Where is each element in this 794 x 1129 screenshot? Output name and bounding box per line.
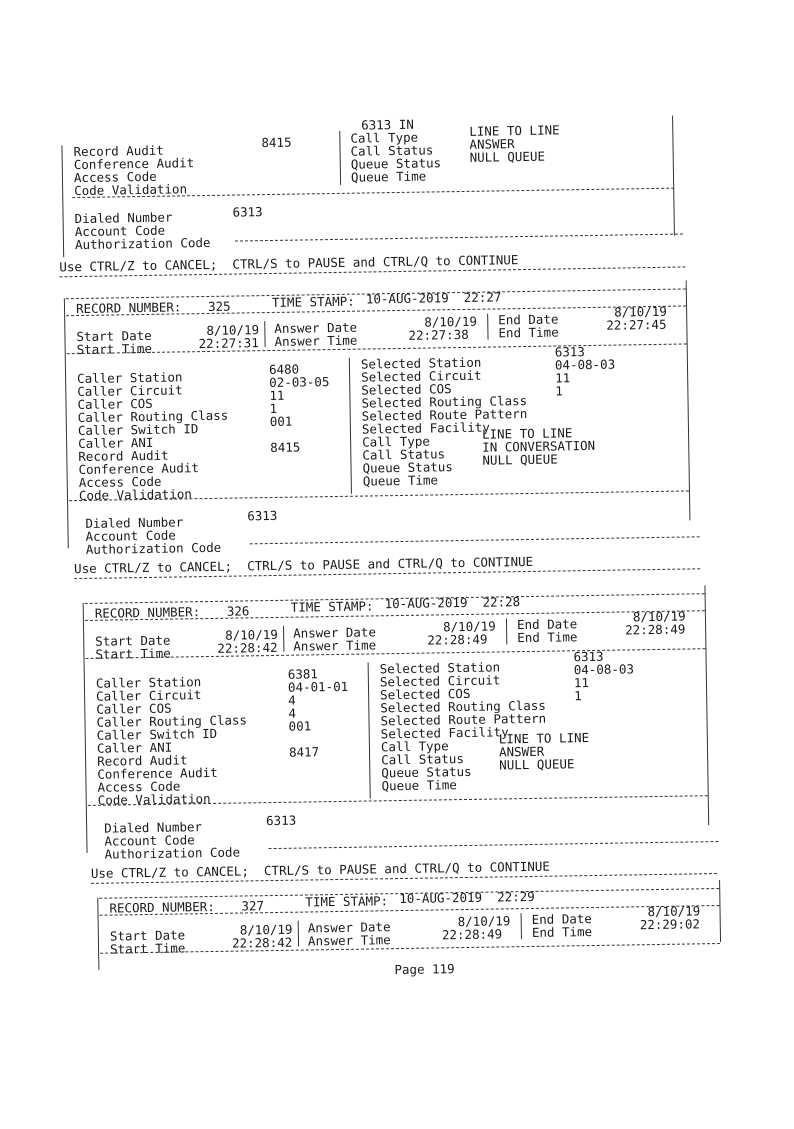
- time-stamp-label: TIME STAMP:: [271, 293, 355, 310]
- selected-routing-class-label: Selected Routing Class: [361, 392, 528, 411]
- dialed-number-label: Dialed Number: [85, 514, 184, 531]
- call-type-label: Call Type: [362, 433, 430, 450]
- caller-cos-value: 4: [288, 692, 296, 708]
- caller-station-value: 6480: [268, 361, 300, 378]
- record-audit-value: 8415: [270, 439, 301, 456]
- start-time-label: Start Time: [95, 645, 171, 662]
- control-prompt: Use CTRL/Z to CANCEL; CTRL/S to PAUSE and CTRL/Q to CONTINUE: [73, 553, 534, 577]
- selected-cos-label: Selected COS: [361, 381, 452, 398]
- call-record: [5, 879, 794, 957]
- answer-date-label: Answer Date: [307, 919, 391, 936]
- column-divider: [264, 321, 265, 347]
- selected-route-pattern-label: Selected Route Pattern: [361, 405, 528, 424]
- dialed-number-value: 6313: [247, 507, 278, 524]
- separator-line: [250, 536, 700, 544]
- answer-date-value: 8/10/19: [442, 618, 496, 635]
- caller-cos-label: Caller COS: [96, 700, 172, 717]
- selected-route-pattern-label: Selected Route Pattern: [380, 710, 547, 729]
- column-divider: [521, 913, 522, 939]
- box-left-edge: [61, 145, 64, 257]
- start-time-label: Start Time: [76, 340, 153, 358]
- column-divider: [349, 358, 352, 494]
- answer-date-label: Answer Date: [293, 624, 377, 641]
- end-date-label: End Date: [531, 911, 592, 927]
- selected-cos-value: 11: [555, 370, 571, 386]
- caller-routing-class-value: 4: [288, 705, 297, 721]
- end-time-value: 22:28:49: [625, 621, 686, 638]
- extension-direction: 6313 IN: [361, 116, 414, 133]
- end-time-value: 22:29:02: [639, 916, 701, 933]
- call-record: [0, 279, 790, 577]
- time-stamp-value: 10-AUG-2019 22:27: [365, 289, 502, 307]
- queue-status-label: Queue Status: [381, 763, 472, 781]
- selected-circuit-value: 04-08-03: [554, 356, 616, 373]
- caller-ani-label: Caller ANI: [78, 434, 154, 452]
- authorization-code-label: Authorization Code: [85, 539, 222, 557]
- caller-switch-id-value: 001: [269, 413, 293, 430]
- selected-routing-class-value: 1: [574, 688, 582, 704]
- call-status-label: Call Status: [381, 751, 465, 768]
- start-time-label: Start Time: [109, 940, 186, 957]
- record-number-label: RECORD NUMBER:: [109, 898, 215, 916]
- record-audit-label: Record Audit: [78, 447, 169, 465]
- column-divider: [506, 618, 507, 644]
- answer-time-label: Answer Time: [293, 637, 377, 654]
- authorization-code-label: Authorization Code: [104, 844, 241, 862]
- call-status-value: ANSWER: [498, 743, 545, 760]
- account-code-label: Account Code: [74, 222, 166, 240]
- start-date-label: Start Date: [95, 632, 171, 649]
- queue-time-label: Queue Time: [381, 777, 457, 794]
- account-code-label: Account Code: [85, 527, 177, 544]
- selected-circuit-label: Selected Circuit: [379, 672, 501, 690]
- time-stamp-label: TIME STAMP:: [290, 598, 374, 615]
- call-status-label: Call Status: [362, 446, 446, 463]
- time-stamp-label: TIME STAMP:: [305, 893, 389, 910]
- call-type-label: Call Type: [380, 738, 449, 755]
- box-right-edge: [672, 116, 675, 236]
- queue-status-value: NULL QUEUE: [469, 148, 546, 165]
- start-date-label: Start Date: [76, 327, 152, 345]
- answer-date-label: Answer Date: [274, 319, 358, 336]
- record-audit-label: Record Audit: [73, 142, 164, 160]
- call-status-label: Call Status: [350, 142, 434, 159]
- caller-switch-id-value: 001: [288, 718, 312, 734]
- access-code-label: Access Code: [73, 168, 157, 186]
- caller-routing-class-label: Caller Routing Class: [96, 712, 248, 730]
- end-date-label: End Date: [516, 616, 578, 633]
- answer-date-value: 8/10/19: [457, 913, 511, 930]
- record-number-label: RECORD NUMBER:: [75, 299, 182, 317]
- selected-station-value: 6313: [573, 648, 604, 665]
- start-time-value: 22:28:42: [231, 934, 293, 951]
- column-divider: [368, 663, 371, 799]
- dialed-number-value: 6313: [265, 812, 297, 829]
- selected-routing-class-value: 1: [555, 383, 564, 399]
- conference-audit-label: Conference Audit: [97, 764, 218, 782]
- record-fragment-324: [0, 0, 785, 275]
- record-number-value: 326: [226, 603, 250, 619]
- end-time-label: End Time: [498, 324, 559, 341]
- control-prompt: Use CTRL/Z to CANCEL; CTRL/S to PAUSE and CTRL/Q to CONTINUE: [90, 858, 551, 881]
- account-code-label: Account Code: [104, 832, 195, 849]
- record-audit-value: 8415: [261, 134, 292, 151]
- conference-audit-label: Conference Audit: [73, 155, 195, 173]
- time-stamp-value: 10-AUG-2019 22:29: [399, 888, 535, 907]
- end-date-value: 8/10/19: [647, 903, 701, 920]
- caller-switch-id-label: Caller Switch ID: [77, 421, 199, 439]
- code-validation-label: Code Validation: [74, 181, 188, 199]
- caller-station-label: Caller Station: [76, 369, 183, 387]
- selected-circuit-label: Selected Circuit: [361, 367, 482, 385]
- queue-status-label: Queue Status: [350, 155, 442, 172]
- answer-time-label: Answer Time: [307, 932, 391, 949]
- call-type-value: LINE TO LINE: [498, 730, 590, 747]
- queue-time-label: Queue Time: [362, 472, 439, 489]
- queue-status-label: Queue Status: [362, 459, 453, 476]
- answer-time-value: 22:27:38: [408, 326, 469, 343]
- selected-cos-value: 11: [573, 675, 590, 691]
- code-validation-label: Code Validation: [97, 791, 211, 808]
- caller-routing-class-label: Caller Routing Class: [77, 407, 229, 426]
- caller-cos-label: Caller COS: [77, 395, 153, 413]
- end-date-label: End Date: [498, 311, 559, 328]
- time-stamp-value: 10-AUG-2019 22:28: [384, 594, 521, 612]
- box-left-edge: [64, 298, 69, 548]
- page-number: Page 119: [394, 961, 455, 978]
- end-time-value: 22:27:45: [606, 316, 667, 333]
- caller-circuit-value: 04-01-01: [287, 678, 349, 695]
- queue-status-value: NULL QUEUE: [499, 756, 575, 773]
- caller-cos-value: 11: [269, 387, 285, 404]
- code-validation-label: Code Validation: [78, 486, 192, 504]
- caller-circuit-label: Caller Circuit: [95, 687, 202, 704]
- box-left-edge: [83, 603, 88, 853]
- record-number-value: 325: [207, 298, 231, 314]
- caller-routing-class-value: 1: [269, 400, 278, 417]
- call-type-label: Call Type: [350, 129, 419, 146]
- record-number-value: 327: [241, 898, 265, 914]
- column-divider: [339, 131, 341, 185]
- caller-circuit-value: 02-03-05: [269, 374, 330, 391]
- answer-time-value: 22:28:49: [441, 926, 503, 943]
- start-time-value: 22:27:31: [198, 335, 259, 352]
- column-divider: [487, 314, 488, 340]
- start-date-label: Start Date: [109, 927, 186, 944]
- start-date-value: 8/10/19: [239, 921, 293, 938]
- selected-cos-label: Selected COS: [379, 685, 471, 703]
- call-status-value: ANSWER: [469, 136, 515, 152]
- separator-line: [269, 841, 719, 849]
- start-date-value: 8/10/19: [206, 322, 260, 339]
- dialed-number-label: Dialed Number: [74, 209, 173, 227]
- start-date-value: 8/10/19: [225, 626, 278, 643]
- caller-station-label: Caller Station: [95, 674, 202, 691]
- box-right-edge: [704, 585, 709, 825]
- end-time-label: End Time: [517, 629, 578, 646]
- record-audit-label: Record Audit: [97, 752, 188, 769]
- call-record: [1, 584, 794, 881]
- caller-ani-label: Caller ANI: [96, 739, 173, 756]
- end-time-label: End Time: [531, 924, 593, 940]
- access-code-label: Access Code: [78, 473, 162, 491]
- call-type-value: LINE TO LINE: [469, 122, 560, 139]
- selected-circuit-value: 04-08-03: [573, 661, 635, 678]
- queue-status-value: NULL QUEUE: [482, 451, 558, 468]
- queue-time-label: Queue Time: [350, 168, 427, 185]
- box-right-edge: [686, 280, 691, 520]
- selected-facility-label: Selected Facility: [361, 419, 490, 437]
- dialed-number-label: Dialed Number: [104, 819, 203, 836]
- call-type-value: LINE TO LINE: [481, 425, 573, 442]
- start-time-value: 22:28:42: [217, 639, 278, 656]
- answer-time-label: Answer Time: [274, 332, 358, 349]
- end-date-value: 8/10/19: [632, 608, 686, 625]
- caller-circuit-label: Caller Circuit: [77, 382, 183, 400]
- record-number-label: RECORD NUMBER:: [94, 604, 201, 621]
- answer-date-value: 8/10/19: [424, 313, 478, 330]
- selected-station-value: 6313: [554, 344, 585, 360]
- selected-facility-label: Selected Facility: [380, 724, 509, 742]
- dialed-number-value: 6313: [232, 204, 263, 220]
- call-status-value: IN CONVERSATION: [482, 437, 596, 455]
- authorization-code-label: Authorization Code: [74, 234, 211, 253]
- column-divider: [283, 626, 284, 652]
- selected-station-label: Selected Station: [360, 354, 482, 372]
- record-audit-value: 8417: [288, 744, 320, 760]
- caller-switch-id-label: Caller Switch ID: [96, 725, 218, 743]
- separator-line: [235, 234, 683, 242]
- caller-station-value: 6381: [287, 666, 319, 682]
- end-date-value: 8/10/19: [614, 303, 667, 320]
- control-prompt: Use CTRL/Z to CANCEL; CTRL/S to PAUSE and CTRL/Q to CONTINUE: [59, 252, 519, 275]
- column-divider: [298, 921, 299, 947]
- conference-audit-label: Conference Audit: [78, 460, 200, 478]
- box-left-edge: [97, 898, 99, 970]
- box-right-edge: [719, 880, 721, 942]
- access-code-label: Access Code: [97, 778, 181, 795]
- selected-routing-class-label: Selected Routing Class: [380, 697, 546, 716]
- answer-time-value: 22:28:49: [427, 631, 488, 648]
- selected-station-label: Selected Station: [379, 659, 501, 677]
